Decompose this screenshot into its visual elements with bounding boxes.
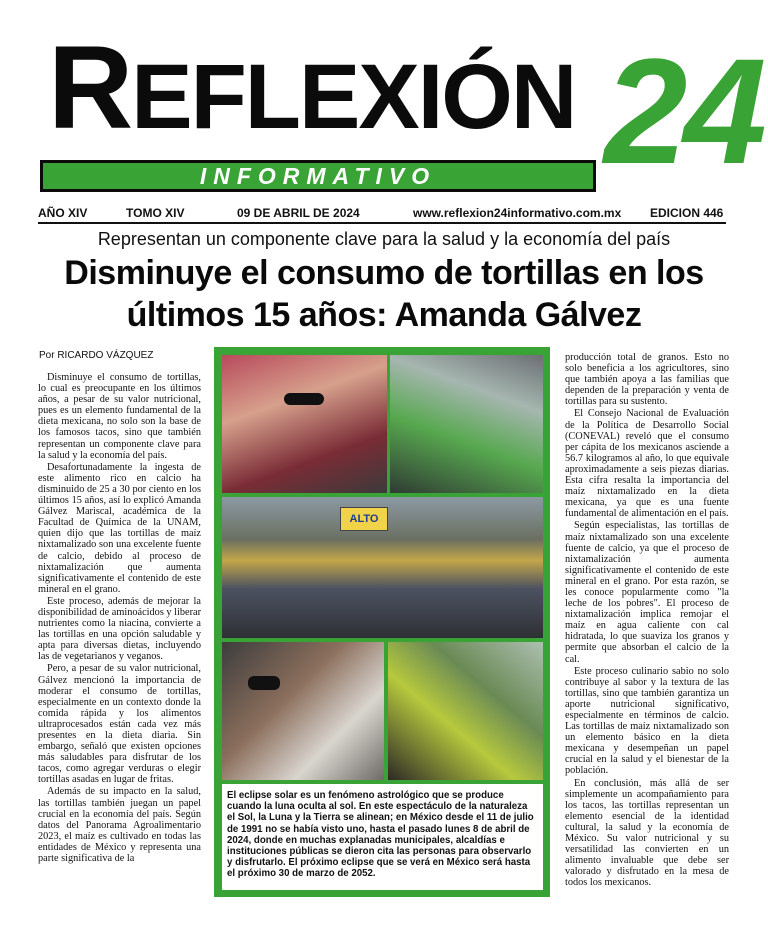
article-byline: Por RICARDO VÁZQUEZ bbox=[39, 350, 154, 361]
masthead-subtitle: INFORMATIVO bbox=[199, 163, 437, 189]
divider bbox=[38, 222, 726, 224]
issue-edition: EDICION 446 bbox=[650, 206, 724, 220]
website-link[interactable]: www.reflexion24informativo.com.mx bbox=[413, 206, 622, 220]
paragraph: Disminuye el consumo de tortillas, lo cual es preocupante en los últimos años, a pesar de su valor nutricional, pues es un elemento fundamental de la dieta mexicana, no solo son la base de los famosos tacos, sino que también representan un componente clave para la salud y la economía del país. bbox=[38, 372, 201, 461]
eclipse-photo-woman-hat bbox=[222, 355, 387, 493]
article-column-left bbox=[38, 372, 201, 892]
eclipse-photo-father-child bbox=[390, 355, 543, 493]
paragraph: En conclusión, más allá de ser simplemente un acompañamiento para los tacos, las tortillas representan un elemento esencial de la identidad cultural, la salud y la economía de México. Su valor nutricional y su versatilidad las convierten en un alimento invaluable que debe ser valorado y disfrutado en la mesa de todos los mexicanos. bbox=[565, 777, 729, 889]
paragraph: Además de su impacto en la salud, las tortillas también juegan un papel crucial en la economía del país. Según datos del Panorama Agroalimentario 2023, el maíz es cultivado en todas las entidades de México y representa una parte significativa de la bbox=[38, 786, 201, 865]
masthead-number: 24 bbox=[604, 27, 763, 195]
eclipse-photo-women-pointing bbox=[388, 642, 543, 780]
issue-date: 09 DE ABRIL DE 2024 bbox=[237, 206, 360, 220]
paragraph: Este proceso culinario sabio no solo contribuye al sabor y la textura de las tortillas, sino que también garantiza un aporte nutricional significativo, especialmente en términos de calcio. Las tortillas de maíz nixtamalizado son un elemento básico en la dieta mexicana y desempeñan un papel crucial en la salud y el bienestar de la población. bbox=[565, 665, 729, 777]
crowd-sign: ALTO bbox=[340, 507, 388, 531]
eclipse-photo-crowd bbox=[222, 497, 543, 638]
masthead-title bbox=[48, 22, 576, 154]
photo-caption: El eclipse solar es un fenómeno astrológico que se produce cuando la luna oculta al sol. En este espectáculo de la naturaleza el Sol, la Luna y la Tierra se alinean; en México desde el 11 de julio de 1991 no se había visto uno, hasta el pasado lunes 8 de abril de 2024, donde en muchas explanadas municipales, alcaldías e instituciones públicas se dieron cita las personas para observarlo y disfrutarlo. El próximo eclipse que se verá en México será hasta el próximo 30 de marzo de 2052. bbox=[222, 784, 543, 890]
article-headline: Disminuye el consumo de tortillas en los últimos 15 años: Amanda Gálvez bbox=[64, 254, 704, 334]
paragraph: producción total de granos. Esto no solo beneficia a los agricultores, sino que también apoya a las familias que dependen de la preparación y venta de tortillas para su sustento. bbox=[565, 352, 729, 408]
issue-volume: TOMO XIV bbox=[126, 206, 185, 220]
eclipse-glasses bbox=[284, 393, 324, 405]
paragraph: Según especialistas, las tortillas de maíz nixtamalizado son una excelente fuente de calcio, ya que el proceso de nixtamalización aumenta significativamente el contenido de este mineral en el grano. Por esta razón, se les conoce popularmente como "la leche de los pobres". El proceso de nixtamalización implica remojar el maíz en agua caliente con cal hidratada, lo que suaviza los granos y permite que absorban el calcio de la cal. bbox=[565, 520, 729, 665]
eclipse-glasses bbox=[248, 676, 280, 690]
masthead-initial: R bbox=[48, 22, 132, 154]
article-kicker: Representan un componente clave para la salud y la economía del país bbox=[97, 229, 671, 249]
masthead-title-rest: EFLEXIÓN bbox=[131, 46, 576, 148]
paragraph: El Consejo Nacional de Evaluación de la Política de Desarrollo Social (CONEVAL) reveló que el consumo per cápita de los mexicanos asciende a 56.7 kilogramos al año, lo que equivale aproximadamente a seis piezas diarias. Esta cifra resalta la importancia del maíz nixtamalizado en la dieta mexicana, ya que es una fuente fundamental de alimentación en el país. bbox=[565, 408, 729, 520]
paragraph: Desafortunadamente la ingesta de este alimento rico en calcio ha disminuido de 25 a 30 por ciento en los últimos 15 años, así lo explicó Amanda Gálvez Mariscal, académica de la Facultad de Química de la UNAM, quien dijo que las tortillas de maíz nixtamalizado son una excelente fuente de calcio, debido al proceso de nixtamalización que aumenta significativamente el contenido de este mineral en el grano. bbox=[38, 461, 201, 595]
eclipse-photo-man-glasses bbox=[222, 642, 384, 780]
article-column-right bbox=[565, 352, 729, 892]
issue-year: AÑO XIV bbox=[38, 206, 88, 220]
paragraph: Pero, a pesar de su valor nutricional, Gálvez mencionó la importancia de moderar el consumo de tortillas, especialmente en un contexto donde la comida rápida y los alimentos ultraprocesados están cada vez más presentes en la dieta diaria. Sin embargo, señaló que existen opciones más saludables para disfrutar de los tacos, como agregar verduras o elegir tortillas asadas en lugar de fritas. bbox=[38, 663, 201, 786]
paragraph: Este proceso, además de mejorar la disponibilidad de aminoácidos y liberar nutrientes como la niacina, convierte a las tortillas en una opción saludable y apta para diversas dietas, incluyendo las de vegetarianos y veganos. bbox=[38, 595, 201, 663]
